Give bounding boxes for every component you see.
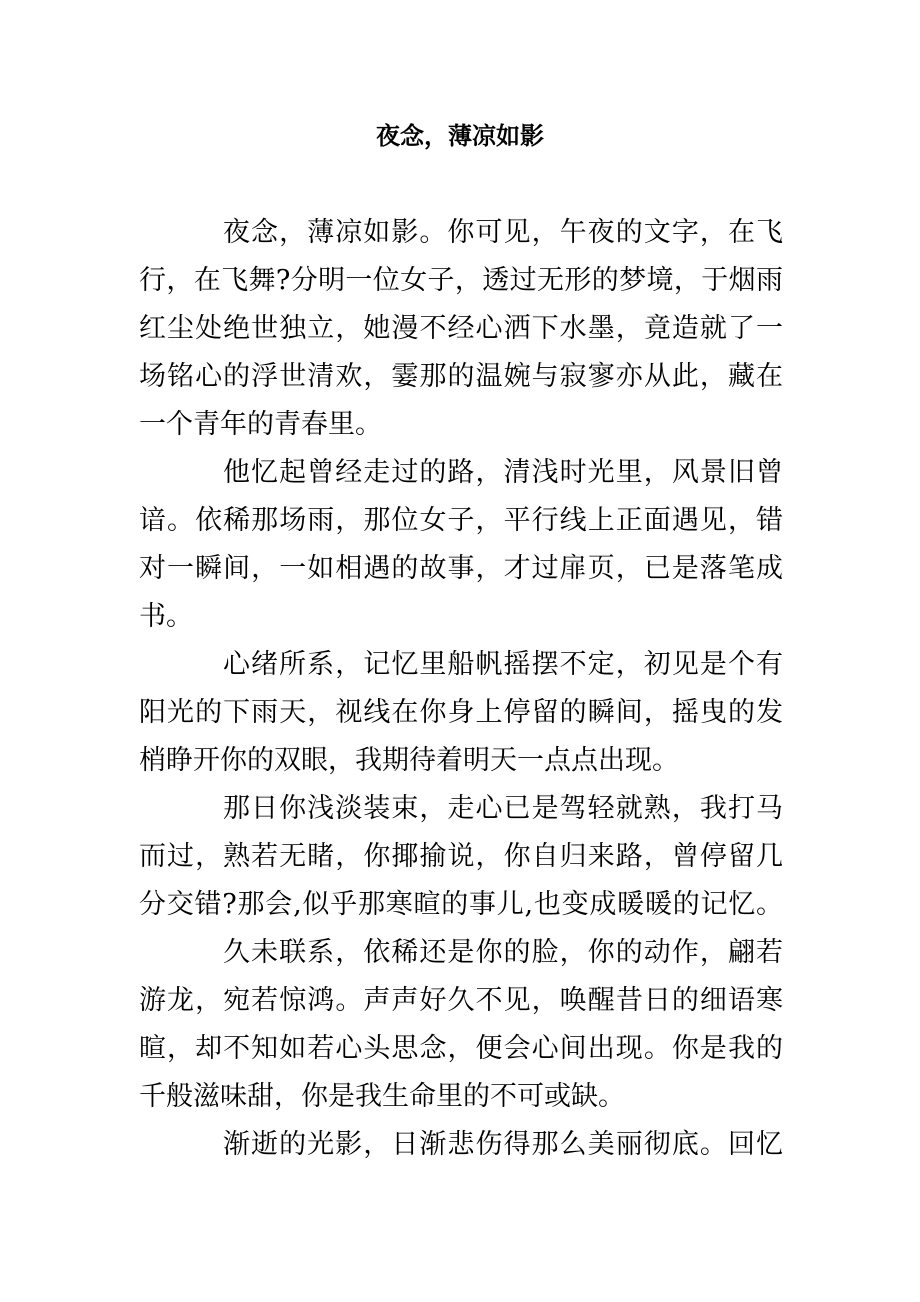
text-line: 阳光的下雨天，视线在你身上停留的瞬间，摇曳的发 (139, 697, 783, 728)
paragraph-3 (139, 641, 783, 785)
text-line: 暄，却不知如若心头思念，便会心间出现。你是我的 (139, 1033, 783, 1064)
text-line: 分交错?那会,似乎那寒暄的事儿,也变成暖暖的记忆。 (139, 889, 783, 920)
text-line: 千般滋味甜，你是我生命里的不可或缺。 (139, 1081, 625, 1112)
document-body (139, 209, 783, 1169)
text-line: 他忆起曾经走过的路，清浅时光里，风景旧曾 (223, 457, 783, 488)
text-line: 书。 (139, 601, 193, 632)
text-line: 渐逝的光影，日渐悲伤得那么美丽彻底。回忆 (223, 1129, 783, 1160)
paragraph-4 (139, 785, 783, 929)
text-line: 红尘处绝世独立，她漫不经心洒下水墨，竟造就了一 (139, 313, 783, 344)
text-line: 那日你浅淡装束，走心已是驾轻就熟，我打马 (223, 793, 783, 824)
paragraph-5 (139, 929, 783, 1121)
text-line: 一个青年的青春里。 (139, 409, 382, 440)
text-line: 谙。依稀那场雨，那位女子，平行线上正面遇见，错 (139, 505, 783, 536)
text-line: 场铭心的浮世清欢，霎那的温婉与寂寥亦从此，藏在 (139, 361, 783, 392)
document-title: 夜念，薄凉如影 (376, 121, 544, 150)
text-line: 夜念，薄凉如影。你可见，午夜的文字，在飞 (223, 217, 783, 248)
text-line: 梢睁开你的双眼，我期待着明天一点点出现。 (139, 745, 679, 776)
text-line: 行，在飞舞?分明一位女子，透过无形的梦境，于烟雨 (139, 265, 783, 296)
paragraph-2 (139, 449, 783, 641)
paragraph-1 (139, 209, 783, 449)
text-line: 游龙，宛若惊鸿。声声好久不见，唤醒昔日的细语寒 (139, 985, 783, 1016)
text-line: 对一瞬间，一如相遇的故事，才过扉页，已是落笔成 (139, 553, 783, 584)
text-line: 而过，熟若无睹，你揶揄说，你自归来路，曾停留几 (139, 841, 783, 872)
paragraph-6 (139, 1121, 783, 1169)
text-line: 心绪所系，记忆里船帆摇摆不定，初见是个有 (223, 649, 783, 680)
text-line: 久未联系，依稀还是你的脸，你的动作，翩若 (223, 937, 783, 968)
